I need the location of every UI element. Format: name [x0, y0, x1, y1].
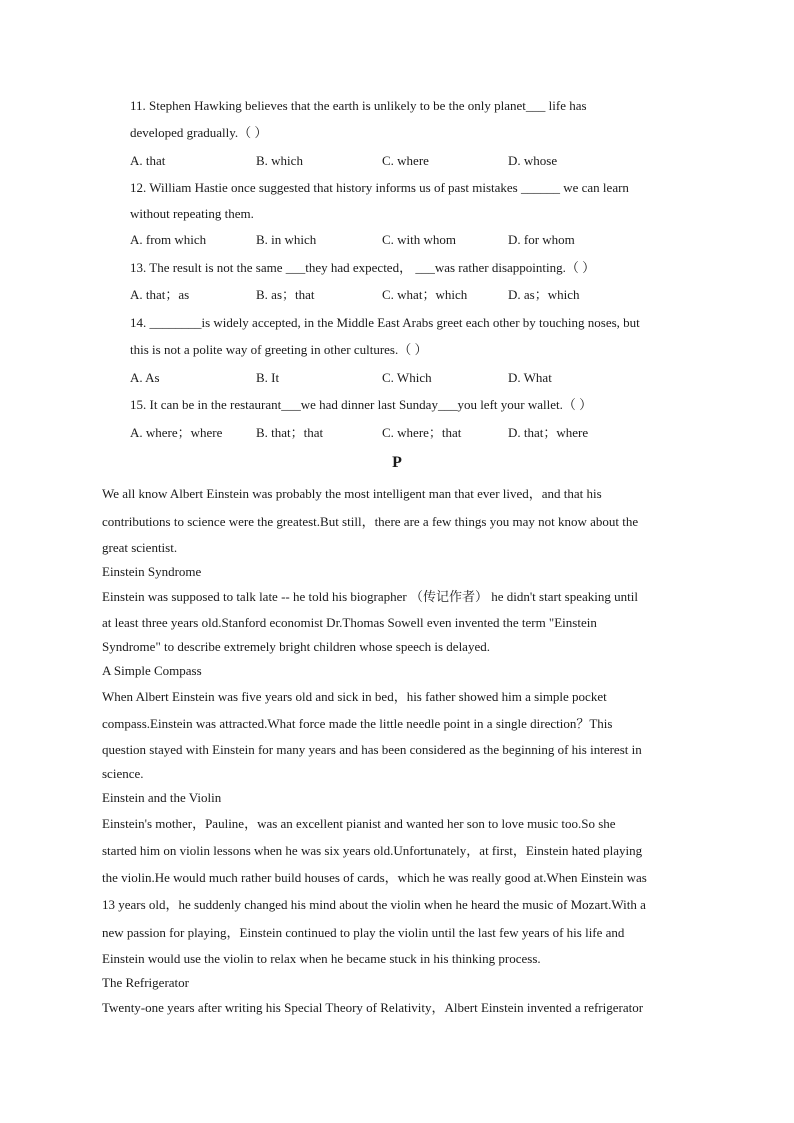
passage-line: We all know Albert Einstein was probably the most intelligent man that ever lived，and that his: [102, 486, 602, 501]
question-12-option-c: C. with whom: [382, 232, 457, 247]
question-13-option-a: A. that；as: [130, 287, 190, 302]
question-14-option-c: C. Which: [382, 370, 432, 385]
question-15-line-1: 15. It can be in the restaurant___we had dinner last Sunday___you left your wallet.（ ）: [130, 397, 593, 412]
passage-subheading: Einstein and the Violin: [102, 790, 222, 805]
question-12-line-1: 12. William Hastie once suggested that history informs us of past mistakes ______ we can learn: [130, 180, 629, 195]
passage-line: started him on violin lessons when he was six years old.Unfortunately，at first，Einstein hated playing: [102, 843, 643, 858]
passage-subheading: Einstein Syndrome: [102, 564, 202, 579]
passage-line: the violin.He would much rather build houses of cards，which he was really good at.When Einstein was: [102, 870, 647, 885]
question-14-option-b: B. It: [256, 370, 280, 385]
question-11-line-2: developed gradually.（ ）: [130, 125, 268, 140]
question-13-option-d: D. as；which: [508, 287, 580, 302]
passage-line: Einstein's mother，Pauline，was an excellent pianist and wanted her son to love music too.So she: [102, 816, 616, 831]
question-15-option-d: D. that；where: [508, 425, 589, 440]
question-11-option-c: C. where: [382, 153, 429, 168]
question-14-line-2: this is not a polite way of greeting in other cultures.（ ）: [130, 342, 428, 357]
question-14-line-1: 14. ________is widely accepted, in the Middle East Arabs greet each other by touching noses, but: [130, 315, 640, 330]
passage-line: Einstein would use the violin to relax when he became stuck in his thinking process.: [102, 951, 541, 966]
question-15-option-b: B. that；that: [256, 425, 324, 440]
passage-line: great scientist.: [102, 540, 178, 555]
question-14-option-a: A. As: [130, 370, 160, 385]
passage-line: science.: [102, 766, 144, 781]
passage-line: 13 years old，he suddenly changed his mind about the violin when he heard the music of Mozart.With a: [102, 897, 646, 912]
passage-subheading: The Refrigerator: [102, 975, 189, 990]
passage-line: question stayed with Einstein for many years and has been considered as the beginning of his interest in: [102, 742, 642, 757]
question-11-option-b: B. which: [256, 153, 303, 168]
passage-subheading: A Simple Compass: [102, 663, 202, 678]
passage-line: Syndrome" to describe extremely bright children whose speech is delayed.: [102, 639, 490, 654]
question-13-option-c: C. what；which: [382, 287, 468, 302]
question-12-line-2: without repeating them.: [130, 206, 254, 221]
question-15-option-a: A. where；where: [130, 425, 223, 440]
passage-line: Twenty-one years after writing his Special Theory of Relativity，Albert Einstein invented a refrigerator: [102, 1000, 644, 1015]
question-11-line-1: 11. Stephen Hawking believes that the earth is unlikely to be the only planet___ life has: [130, 98, 587, 113]
question-12-option-a: A. from which: [130, 232, 207, 247]
question-12-option-d: D. for whom: [508, 232, 575, 247]
passage-line: Einstein was supposed to talk late -- he told his biographer （传记作者） he didn't start speaking until: [102, 589, 638, 604]
question-11-option-d: D. whose: [508, 153, 558, 168]
question-14-option-d: D. What: [508, 370, 552, 385]
section-letter: P: [392, 454, 402, 471]
question-15-option-c: C. where；that: [382, 425, 462, 440]
passage-line: compass.Einstein was attracted.What force made the little needle point in a single direction？This: [102, 716, 613, 731]
question-13-line-1: 13. The result is not the same ___they had expected， ___was rather disappointing.（ ）: [130, 260, 596, 275]
question-12-option-b: B. in which: [256, 232, 317, 247]
passage-line: new passion for playing，Einstein continued to play the violin until the last few years of his life and: [102, 925, 625, 940]
question-13-option-b: B. as；that: [256, 287, 315, 302]
passage-line: at least three years old.Stanford economist Dr.Thomas Sowell even invented the term "Einstein: [102, 615, 597, 630]
passage-line: contributions to science were the greatest.But still，there are a few things you may not know about the: [102, 514, 639, 529]
passage-line: When Albert Einstein was five years old and sick in bed，his father showed him a simple pocket: [102, 689, 607, 704]
question-11-option-a: A. that: [130, 153, 166, 168]
